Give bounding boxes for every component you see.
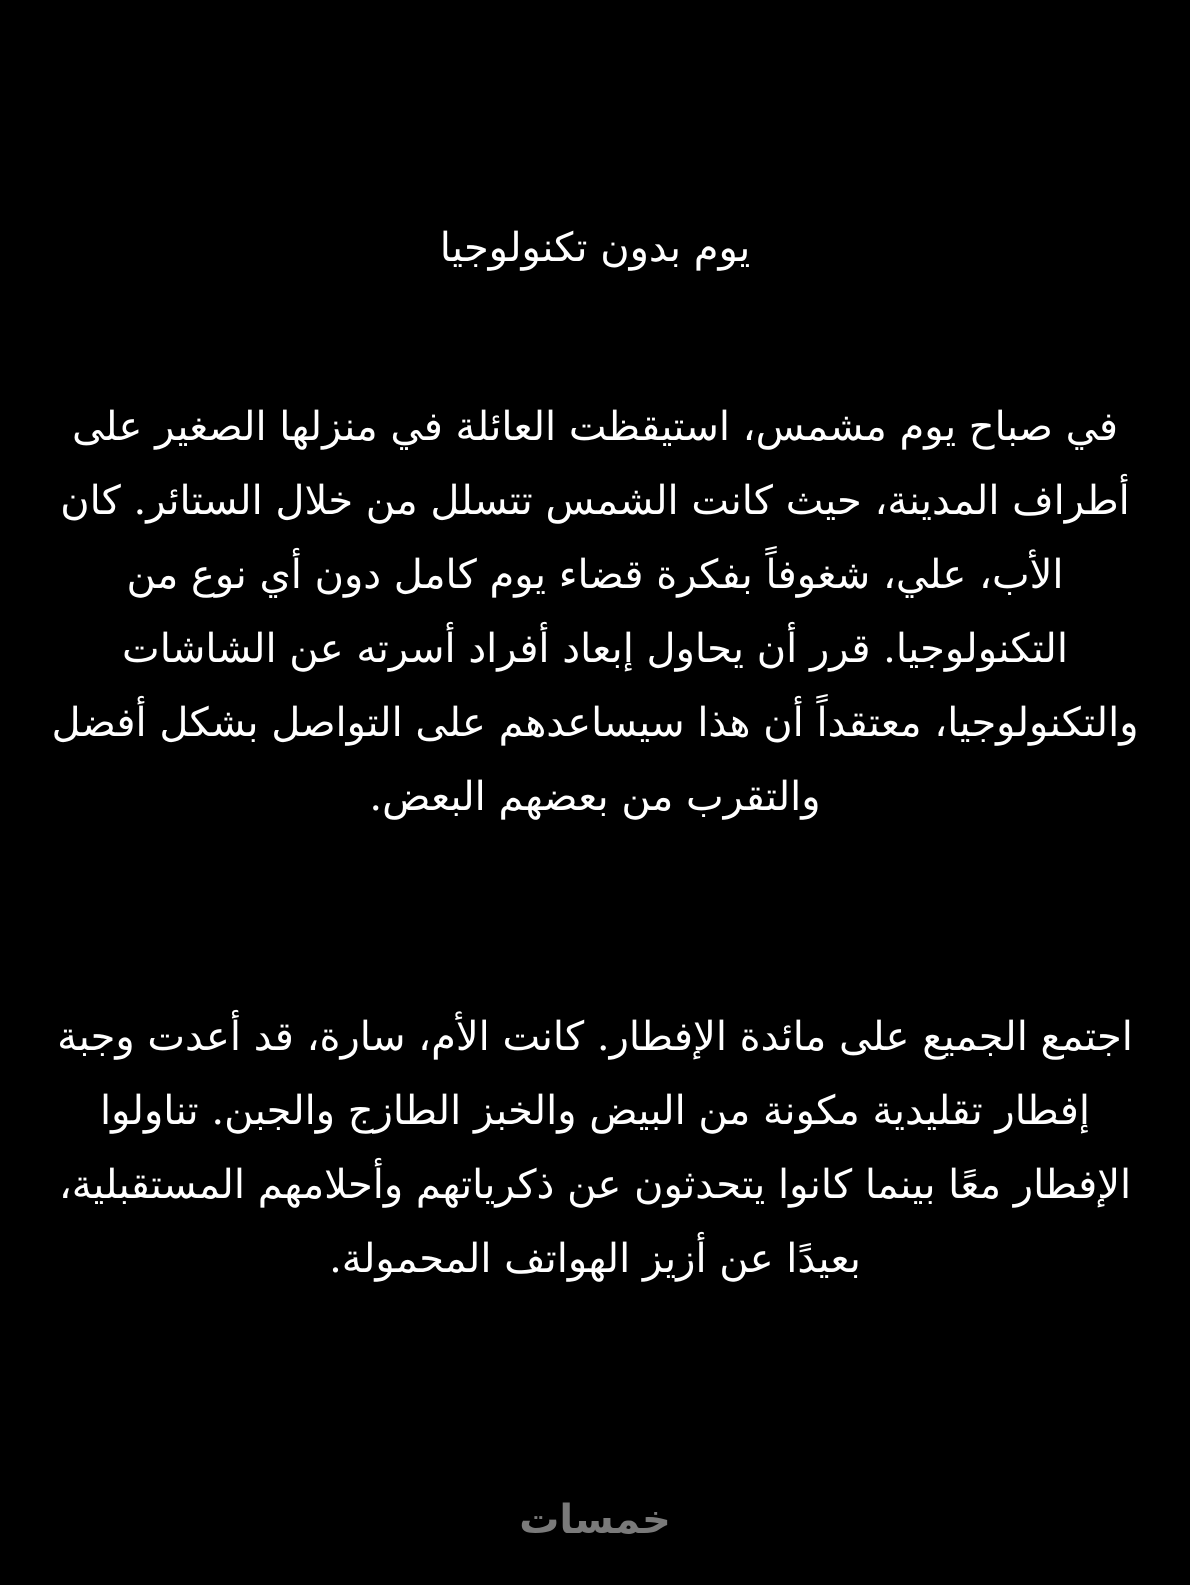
paragraph-2: اجتمع الجميع على مائدة الإفطار. كانت الأم، سارة، قد أعدت وجبة إفطار تقليدية مكونة من البيض والخبز الطازج والجبن. تناولوا الإفطار معًا بينما كانوا يتحدثون عن ذكرياتهم وأحلامهم المستقبلية، بعيدًا عن أزيز الهواتف المحمولة.: [57, 1014, 1133, 1282]
document-title: يوم بدون تكنولوجيا: [439, 225, 751, 271]
paragraph-1: في صباح يوم مشمس، استيقظت العائلة في منزلها الصغير على أطراف المدينة، حيث كانت الشمس تتسلل من خلال الستائر. كان الأب، علي، شغوفاً بفكرة قضاء يوم كامل دون أي نوع من التكنولوجيا. قرر أن يحاول إبعاد أفراد أسرته عن الشاشات والتكنولوجيا، معتقداً أن هذا سيساعدهم على التواصل بشكل أفضل والتقرب من بعضهم البعض.: [51, 404, 1139, 820]
watermark-logo: خمسات: [519, 1497, 671, 1543]
